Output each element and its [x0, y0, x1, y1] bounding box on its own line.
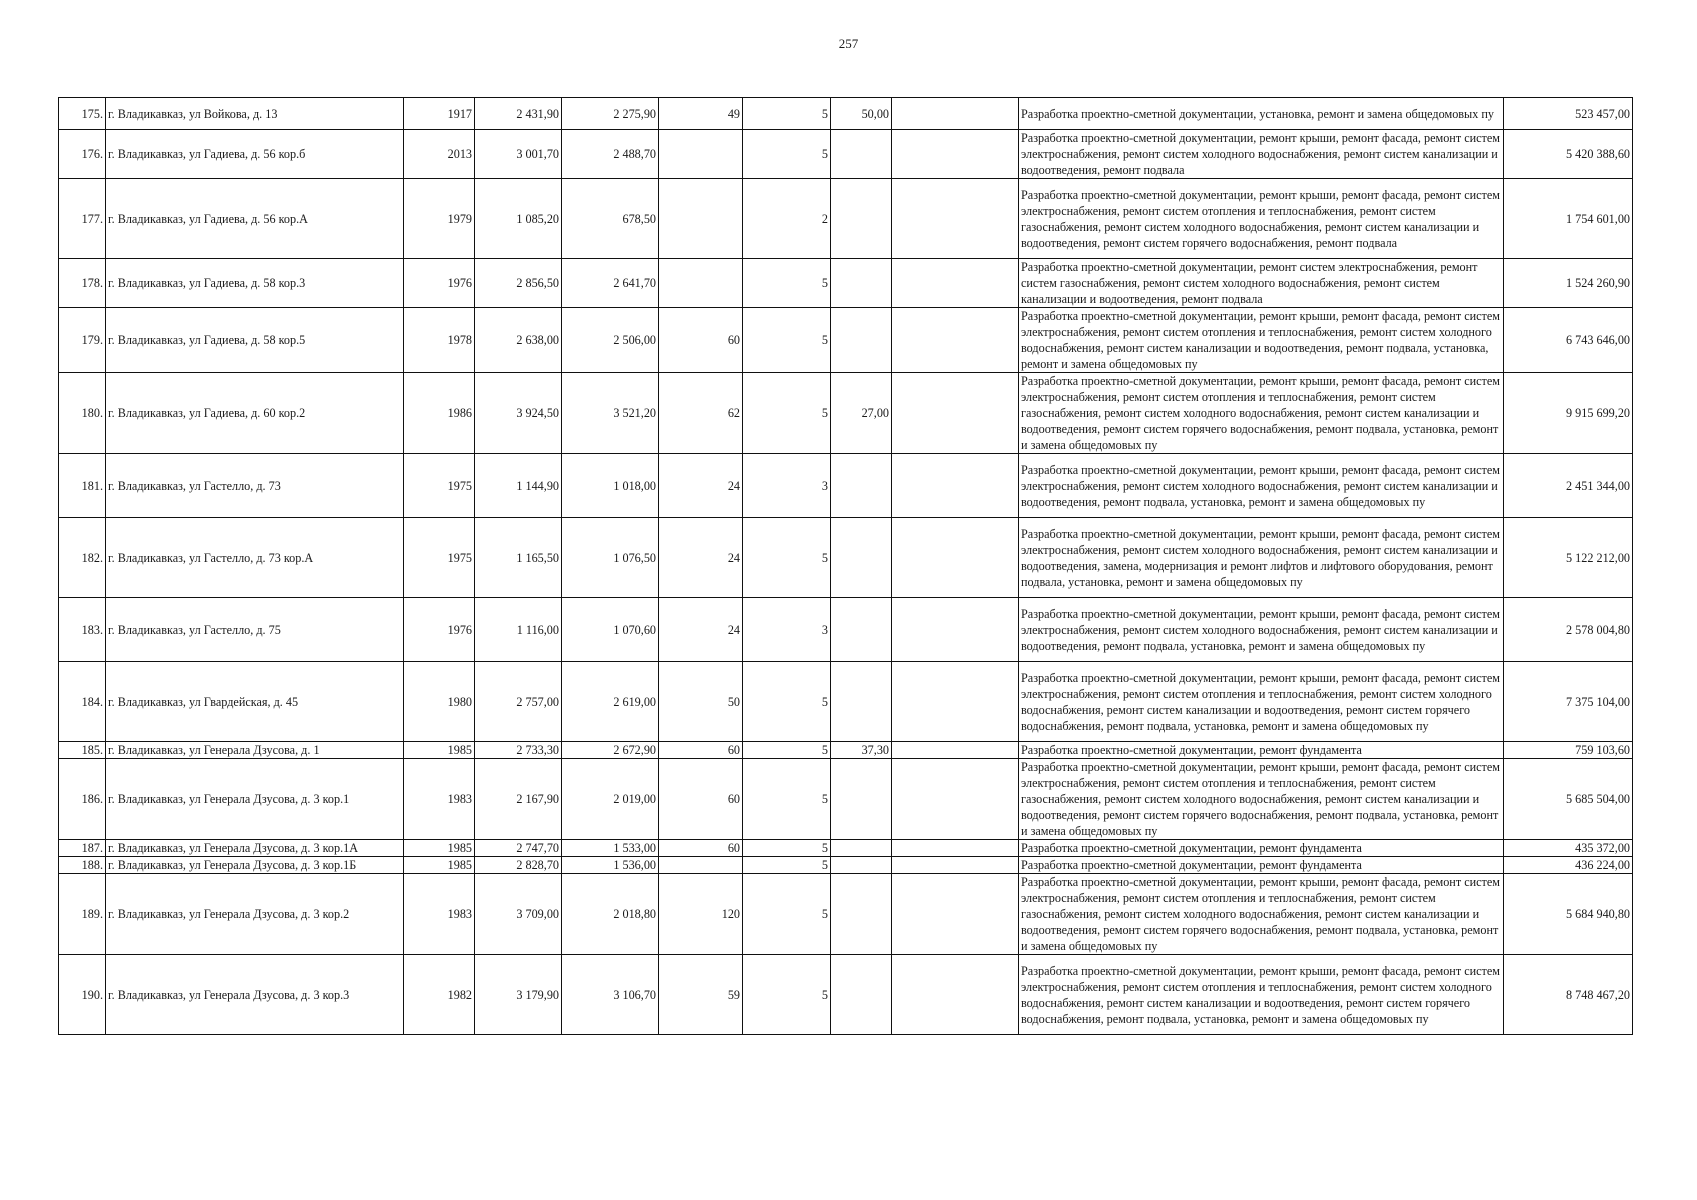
- residents-cell: 60: [659, 840, 743, 857]
- year-cell: 1983: [404, 759, 475, 840]
- residents-cell: 60: [659, 759, 743, 840]
- row-number: 188.: [59, 857, 106, 874]
- residents-cell: 59: [659, 955, 743, 1035]
- living-area-cell: 2 488,70: [562, 130, 659, 179]
- address-cell: г. Владикавказ, ул Гадиева, д. 58 кор.5: [106, 308, 404, 373]
- empty-cell: [892, 259, 1019, 308]
- year-cell: 1978: [404, 308, 475, 373]
- extra-area-cell: [831, 662, 892, 742]
- address-cell: г. Владикавказ, ул Генерала Дзусова, д. 3 кор.3: [106, 955, 404, 1035]
- living-area-cell: 1 076,50: [562, 518, 659, 598]
- year-cell: 1983: [404, 874, 475, 955]
- total-area-cell: 1 116,00: [475, 598, 562, 662]
- total-area-cell: 2 757,00: [475, 662, 562, 742]
- extra-area-cell: [831, 259, 892, 308]
- year-cell: 1976: [404, 259, 475, 308]
- address-cell: г. Владикавказ, ул Генерала Дзусова, д. 3 кор.1Б: [106, 857, 404, 874]
- page-number: 257: [838, 36, 859, 51]
- extra-area-cell: [831, 840, 892, 857]
- residents-cell: 24: [659, 454, 743, 518]
- total-area-cell: 1 165,50: [475, 518, 562, 598]
- year-cell: 1985: [404, 840, 475, 857]
- extra-area-cell: [831, 179, 892, 259]
- empty-cell: [892, 518, 1019, 598]
- row-number: 179.: [59, 308, 106, 373]
- cost-cell: 5 685 504,00: [1504, 759, 1633, 840]
- empty-cell: [892, 308, 1019, 373]
- cost-cell: 759 103,60: [1504, 742, 1633, 759]
- address-cell: г. Владикавказ, ул Генерала Дзусова, д. 1: [106, 742, 404, 759]
- living-area-cell: 1 070,60: [562, 598, 659, 662]
- extra-area-cell: 50,00: [831, 98, 892, 130]
- empty-cell: [892, 874, 1019, 955]
- living-area-cell: 2 019,00: [562, 759, 659, 840]
- floors-cell: 5: [743, 518, 831, 598]
- works-description-cell: Разработка проектно-сметной документации, ремонт крыши, ремонт фасада, ремонт систем электроснабжения, ремонт систем холодного водоснабжения, ремонт систем канализации и водоотведения, ремонт подвала, установка, ремонт и замена общедомовых пу: [1019, 454, 1504, 518]
- total-area-cell: 1 144,90: [475, 454, 562, 518]
- living-area-cell: 3 521,20: [562, 373, 659, 454]
- address-cell: г. Владикавказ, ул Гастелло, д. 73: [106, 454, 404, 518]
- floors-cell: 5: [743, 98, 831, 130]
- empty-cell: [892, 454, 1019, 518]
- extra-area-cell: 27,00: [831, 373, 892, 454]
- residents-cell: 60: [659, 308, 743, 373]
- empty-cell: [892, 840, 1019, 857]
- address-cell: г. Владикавказ, ул Генерала Дзусова, д. 3 кор.2: [106, 874, 404, 955]
- works-description-cell: Разработка проектно-сметной документации, ремонт крыши, ремонт фасада, ремонт систем электроснабжения, ремонт систем отопления и теплоснабжения, ремонт систем газоснабжения, ремонт систем холодного водоснабжения, ремонт систем канализации и водоотведения, ремонт систем горячего водоснабжения, ремонт подвала, установка, ремонт и замена общедомовых пу: [1019, 759, 1504, 840]
- residents-cell: 50: [659, 662, 743, 742]
- address-cell: г. Владикавказ, ул Гадиева, д. 56 кор.б: [106, 130, 404, 179]
- empty-cell: [892, 662, 1019, 742]
- works-description-cell: Разработка проектно-сметной документации, ремонт крыши, ремонт фасада, ремонт систем электроснабжения, ремонт систем холодного водоснабжения, ремонт систем канализации и водоотведения, ремонт подвала, установка, ремонт и замена общедомовых пу: [1019, 598, 1504, 662]
- total-area-cell: 3 179,90: [475, 955, 562, 1035]
- empty-cell: [892, 857, 1019, 874]
- extra-area-cell: [831, 454, 892, 518]
- table-row: [59, 259, 1633, 308]
- works-description-cell: Разработка проектно-сметной документации, ремонт фундамента: [1019, 840, 1504, 857]
- extra-area-cell: [831, 857, 892, 874]
- table-row: [59, 130, 1633, 179]
- address-cell: г. Владикавказ, ул Гадиева, д. 60 кор.2: [106, 373, 404, 454]
- cost-cell: 5 420 388,60: [1504, 130, 1633, 179]
- year-cell: 1985: [404, 742, 475, 759]
- residents-cell: [659, 130, 743, 179]
- year-cell: 2013: [404, 130, 475, 179]
- works-description-cell: Разработка проектно-сметной документации, ремонт крыши, ремонт фасада, ремонт систем электроснабжения, ремонт систем отопления и теплоснабжения, ремонт систем холодного водоснабжения, ремонт систем канализации и водоотведения, ремонт систем горячего водоснабжения, ремонт подвала, установка, ремонт и замена общедомовых пу: [1019, 955, 1504, 1035]
- empty-cell: [892, 598, 1019, 662]
- living-area-cell: 1 536,00: [562, 857, 659, 874]
- total-area-cell: 3 709,00: [475, 874, 562, 955]
- floors-cell: 5: [743, 955, 831, 1035]
- floors-cell: 5: [743, 308, 831, 373]
- living-area-cell: 2 506,00: [562, 308, 659, 373]
- row-number: 185.: [59, 742, 106, 759]
- row-number: 189.: [59, 874, 106, 955]
- residents-cell: [659, 259, 743, 308]
- total-area-cell: 2 856,50: [475, 259, 562, 308]
- total-area-cell: 1 085,20: [475, 179, 562, 259]
- total-area-cell: 2 828,70: [475, 857, 562, 874]
- row-number: 183.: [59, 598, 106, 662]
- empty-cell: [892, 955, 1019, 1035]
- year-cell: 1985: [404, 857, 475, 874]
- cost-cell: 2 578 004,80: [1504, 598, 1633, 662]
- year-cell: 1986: [404, 373, 475, 454]
- extra-area-cell: [831, 598, 892, 662]
- extra-area-cell: 37,30: [831, 742, 892, 759]
- table-row: [59, 857, 1633, 874]
- works-description-cell: Разработка проектно-сметной документации, установка, ремонт и замена общедомовых пу: [1019, 98, 1504, 130]
- empty-cell: [892, 373, 1019, 454]
- works-description-cell: Разработка проектно-сметной документации, ремонт фундамента: [1019, 742, 1504, 759]
- row-number: 181.: [59, 454, 106, 518]
- floors-cell: 5: [743, 373, 831, 454]
- living-area-cell: 2 641,70: [562, 259, 659, 308]
- floors-cell: 5: [743, 742, 831, 759]
- works-description-cell: Разработка проектно-сметной документации, ремонт крыши, ремонт фасада, ремонт систем электроснабжения, ремонт систем отопления и теплоснабжения, ремонт систем холодного водоснабжения, ремонт систем канализации и водоотведения, ремонт систем горячего водоснабжения, ремонт подвала, установка, ремонт и замена общедомовых пу: [1019, 662, 1504, 742]
- year-cell: 1975: [404, 454, 475, 518]
- works-description-cell: Разработка проектно-сметной документации, ремонт крыши, ремонт фасада, ремонт систем электроснабжения, ремонт систем отопления и теплоснабжения, ремонт систем холодного водоснабжения, ремонт систем канализации и водоотведения, ремонт подвала, установка, ремонт и замена общедомовых пу: [1019, 308, 1504, 373]
- empty-cell: [892, 742, 1019, 759]
- year-cell: 1979: [404, 179, 475, 259]
- floors-cell: 2: [743, 179, 831, 259]
- works-description-cell: Разработка проектно-сметной документации, ремонт систем электроснабжения, ремонт систем газоснабжения, ремонт систем холодного водоснабжения, ремонт систем канализации и водоотведения, ремонт подвала: [1019, 259, 1504, 308]
- year-cell: 1917: [404, 98, 475, 130]
- repair-program-table: [58, 97, 1633, 1035]
- residents-cell: 120: [659, 874, 743, 955]
- address-cell: г. Владикавказ, ул Генерала Дзусова, д. 3 кор.1А: [106, 840, 404, 857]
- floors-cell: 5: [743, 662, 831, 742]
- total-area-cell: 3 001,70: [475, 130, 562, 179]
- cost-cell: 6 743 646,00: [1504, 308, 1633, 373]
- living-area-cell: 2 619,00: [562, 662, 659, 742]
- total-area-cell: 2 747,70: [475, 840, 562, 857]
- address-cell: г. Владикавказ, ул Войкова, д. 13: [106, 98, 404, 130]
- address-cell: г. Владикавказ, ул Гадиева, д. 56 кор.А: [106, 179, 404, 259]
- row-number: 176.: [59, 130, 106, 179]
- works-description-cell: Разработка проектно-сметной документации, ремонт крыши, ремонт фасада, ремонт систем электроснабжения, ремонт систем отопления и теплоснабжения, ремонт систем газоснабжения, ремонт систем холодного водоснабжения, ремонт систем канализации и водоотведения, ремонт систем горячего водоснабжения, ремонт подвала: [1019, 179, 1504, 259]
- floors-cell: 5: [743, 840, 831, 857]
- table-row: [59, 759, 1633, 840]
- floors-cell: 5: [743, 759, 831, 840]
- row-number: 184.: [59, 662, 106, 742]
- works-description-cell: Разработка проектно-сметной документации, ремонт крыши, ремонт фасада, ремонт систем электроснабжения, ремонт систем холодного водоснабжения, ремонт систем канализации и водоотведения, замена, модернизация и ремонт лифтов и лифтового оборудования, ремонт подвала, установка, ремонт и замена общедомовых пу: [1019, 518, 1504, 598]
- row-number: 175.: [59, 98, 106, 130]
- row-number: 177.: [59, 179, 106, 259]
- living-area-cell: 2 672,90: [562, 742, 659, 759]
- table-row: [59, 373, 1633, 454]
- year-cell: 1975: [404, 518, 475, 598]
- floors-cell: 5: [743, 130, 831, 179]
- empty-cell: [892, 130, 1019, 179]
- address-cell: г. Владикавказ, ул Гастелло, д. 75: [106, 598, 404, 662]
- address-cell: г. Владикавказ, ул Гадиева, д. 58 кор.3: [106, 259, 404, 308]
- table-row: [59, 98, 1633, 130]
- cost-cell: 1 754 601,00: [1504, 179, 1633, 259]
- cost-cell: 7 375 104,00: [1504, 662, 1633, 742]
- cost-cell: 8 748 467,20: [1504, 955, 1633, 1035]
- empty-cell: [892, 759, 1019, 840]
- cost-cell: 9 915 699,20: [1504, 373, 1633, 454]
- row-number: 187.: [59, 840, 106, 857]
- cost-cell: 5 122 212,00: [1504, 518, 1633, 598]
- living-area-cell: 678,50: [562, 179, 659, 259]
- extra-area-cell: [831, 955, 892, 1035]
- empty-cell: [892, 98, 1019, 130]
- living-area-cell: 2 275,90: [562, 98, 659, 130]
- table-row: [59, 874, 1633, 955]
- residents-cell: 24: [659, 598, 743, 662]
- floors-cell: 3: [743, 598, 831, 662]
- cost-cell: 1 524 260,90: [1504, 259, 1633, 308]
- total-area-cell: 2 638,00: [475, 308, 562, 373]
- works-description-cell: Разработка проектно-сметной документации, ремонт крыши, ремонт фасада, ремонт систем электроснабжения, ремонт систем отопления и теплоснабжения, ремонт систем газоснабжения, ремонт систем холодного водоснабжения, ремонт систем канализации и водоотведения, ремонт систем горячего водоснабжения, ремонт подвала, установка, ремонт и замена общедомовых пу: [1019, 874, 1504, 955]
- works-description-cell: Разработка проектно-сметной документации, ремонт фундамента: [1019, 857, 1504, 874]
- table-row: [59, 662, 1633, 742]
- extra-area-cell: [831, 308, 892, 373]
- table-row: [59, 518, 1633, 598]
- table-body: [59, 98, 1633, 1035]
- year-cell: 1982: [404, 955, 475, 1035]
- address-cell: г. Владикавказ, ул Генерала Дзусова, д. 3 кор.1: [106, 759, 404, 840]
- cost-cell: 436 224,00: [1504, 857, 1633, 874]
- row-number: 178.: [59, 259, 106, 308]
- total-area-cell: 2 733,30: [475, 742, 562, 759]
- floors-cell: 5: [743, 857, 831, 874]
- residents-cell: 49: [659, 98, 743, 130]
- empty-cell: [892, 179, 1019, 259]
- floors-cell: 3: [743, 454, 831, 518]
- extra-area-cell: [831, 874, 892, 955]
- works-description-cell: Разработка проектно-сметной документации, ремонт крыши, ремонт фасада, ремонт систем электроснабжения, ремонт систем отопления и теплоснабжения, ремонт систем газоснабжения, ремонт систем холодного водоснабжения, ремонт систем канализации и водоотведения, ремонт систем горячего водоснабжения, ремонт подвала, установка, ремонт и замена общедомовых пу: [1019, 373, 1504, 454]
- living-area-cell: 3 106,70: [562, 955, 659, 1035]
- table-row: [59, 840, 1633, 857]
- living-area-cell: 2 018,80: [562, 874, 659, 955]
- residents-cell: [659, 857, 743, 874]
- total-area-cell: 3 924,50: [475, 373, 562, 454]
- works-description-cell: Разработка проектно-сметной документации, ремонт крыши, ремонт фасада, ремонт систем электроснабжения, ремонт систем холодного водоснабжения, ремонт систем канализации и водоотведения, ремонт подвала: [1019, 130, 1504, 179]
- cost-cell: 523 457,00: [1504, 98, 1633, 130]
- total-area-cell: 2 167,90: [475, 759, 562, 840]
- row-number: 190.: [59, 955, 106, 1035]
- living-area-cell: 1 018,00: [562, 454, 659, 518]
- cost-cell: 5 684 940,80: [1504, 874, 1633, 955]
- address-cell: г. Владикавказ, ул Гастелло, д. 73 кор.А: [106, 518, 404, 598]
- table-row: [59, 179, 1633, 259]
- extra-area-cell: [831, 130, 892, 179]
- cost-cell: 2 451 344,00: [1504, 454, 1633, 518]
- floors-cell: 5: [743, 259, 831, 308]
- residents-cell: [659, 179, 743, 259]
- year-cell: 1980: [404, 662, 475, 742]
- residents-cell: 24: [659, 518, 743, 598]
- row-number: 182.: [59, 518, 106, 598]
- row-number: 180.: [59, 373, 106, 454]
- table-row: [59, 308, 1633, 373]
- floors-cell: 5: [743, 874, 831, 955]
- table-row: [59, 742, 1633, 759]
- table-row: [59, 955, 1633, 1035]
- cost-cell: 435 372,00: [1504, 840, 1633, 857]
- table-row: [59, 598, 1633, 662]
- year-cell: 1976: [404, 598, 475, 662]
- residents-cell: 62: [659, 373, 743, 454]
- row-number: 186.: [59, 759, 106, 840]
- residents-cell: 60: [659, 742, 743, 759]
- total-area-cell: 2 431,90: [475, 98, 562, 130]
- living-area-cell: 1 533,00: [562, 840, 659, 857]
- extra-area-cell: [831, 518, 892, 598]
- extra-area-cell: [831, 759, 892, 840]
- address-cell: г. Владикавказ, ул Гвардейская, д. 45: [106, 662, 404, 742]
- table-row: [59, 454, 1633, 518]
